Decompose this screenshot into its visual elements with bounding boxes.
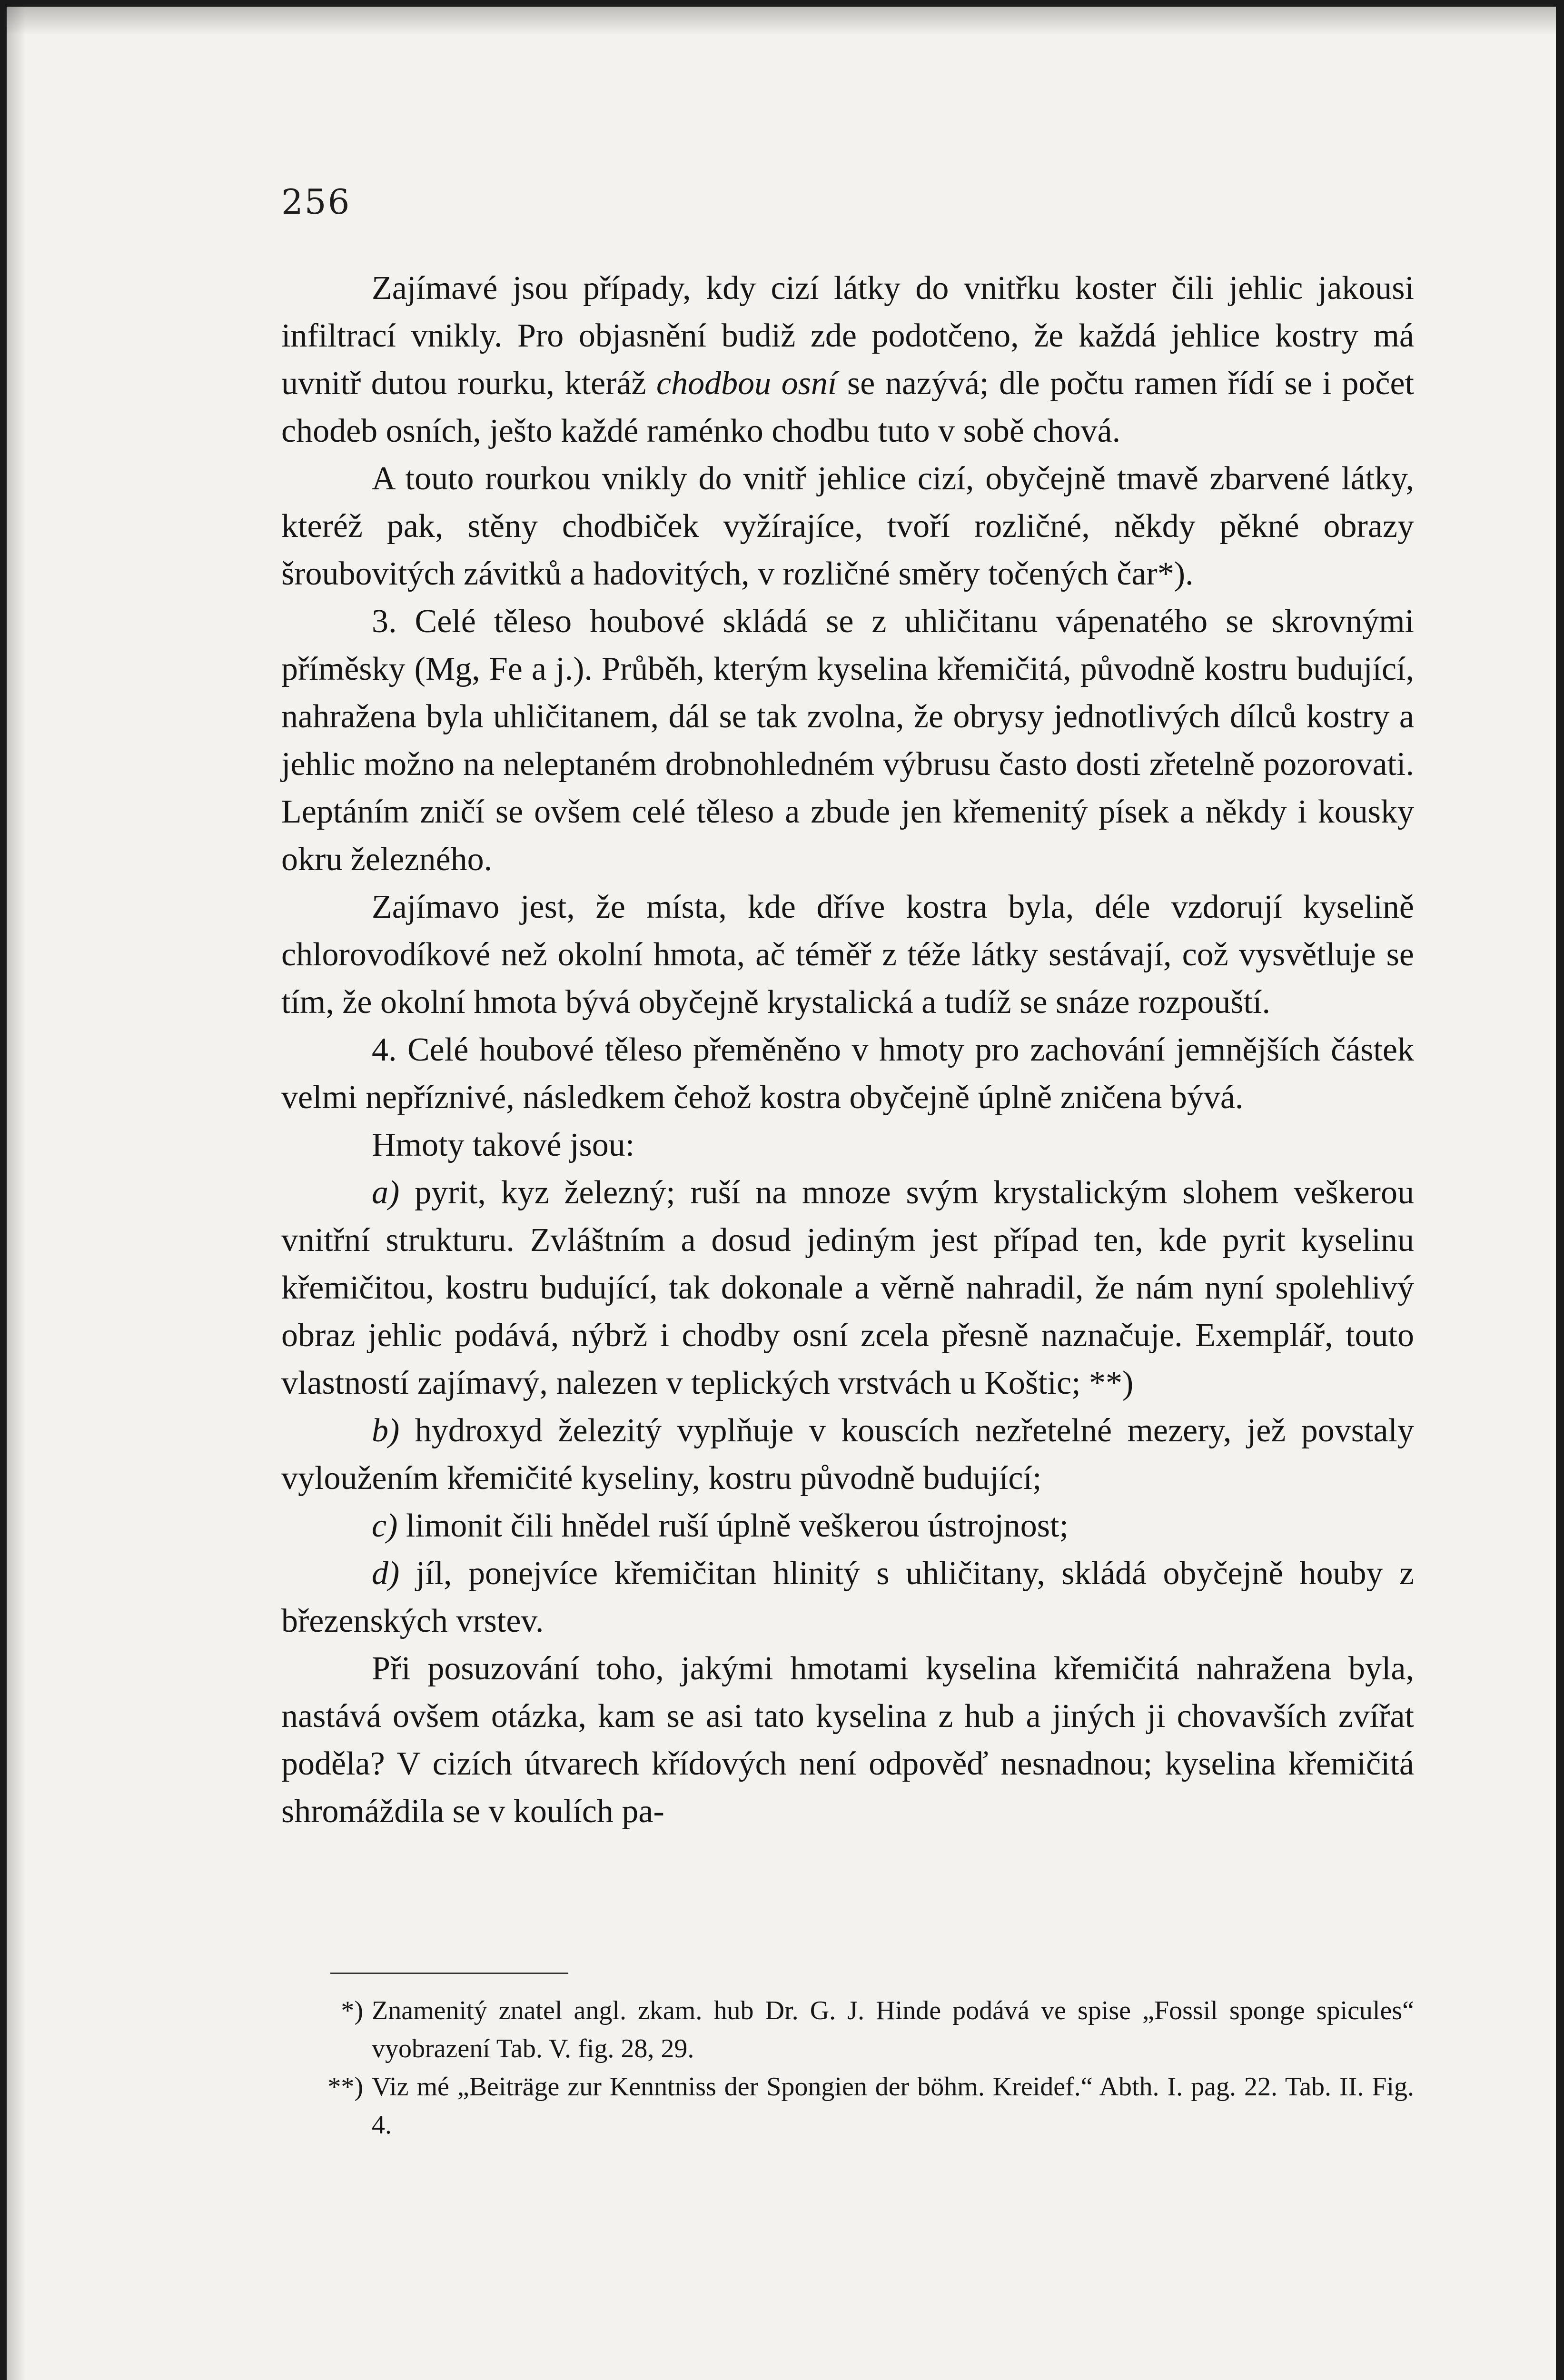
footnote-text: Viz mé „Beiträge zur Kenntniss der Spongien der böhm. Kreidef.“ Abth. I. pag. 22. Tab. II. Fig. 4. — [372, 2072, 1414, 2140]
list-item-b — [281, 1407, 1414, 1502]
paragraph-11: Při posuzování toho, jakými hmotami kyselina křemičitá nahražena byla, nastává ovšem otázka, kam se asi tato kyselina z hub a jiných ji chovavších zvířat poděla? V cizích útvarech křídových není odpověď nesnadnou; kyselina křemičitá shromáždila se v koulích pa- — [281, 1650, 1414, 1830]
italic-term: chodbou osní — [656, 365, 837, 402]
paragraph-3: 3. Celé těleso houbové skládá se z uhličitanu vápenatého se skrovnými příměsky (Mg, Fe a j.). Průběh, kterým kyselina křemičitá, původně kostru budující, nahražena byla uhličitanem, dál se tak zvolna, že obrysy jednotlivých dílců kostry a jehlic možno na neleptaném drobnohledném výbrusu často dosti zřetelně pozorovati. Leptáním zničí se ovšem celé těleso a zbude jen křemenitý písek a někdy i kousky okru železného. — [281, 603, 1414, 878]
page-edge-shadow-left — [7, 7, 26, 2380]
footnote-1 — [281, 1992, 1414, 2068]
list-item-c — [281, 1502, 1414, 1550]
list-item-text: limonit čili hnědel ruší úplně veškerou ústrojnost; — [397, 1507, 1069, 1544]
paragraph-4: Zajímavo jest, že místa, kde dříve kostra byla, déle vzdorují kyselině chlorovodíkové než okolní hmota, ač téměř z téže látky sestávají, což vysvětluje se tím, že okolní hmota bývá obyčejně krystalická a tudíž se snáze rozpouští. — [281, 889, 1414, 1021]
list-item-d — [281, 1550, 1414, 1645]
list-marker: c) — [372, 1507, 398, 1544]
list-item-text: jíl, ponejvíce křemičitan hlinitý s uhličitany, skládá obyčejně houby z březenských vrstev. — [281, 1555, 1414, 1639]
list-item-text: hydroxyd železitý vyplňuje v kouscích nezřetelné mezery, jež povstaly vyloužením křemičité kyseliny, kostru původně budující; — [281, 1412, 1414, 1497]
list-item-a — [281, 1169, 1414, 1407]
page-number: 256 — [281, 182, 351, 222]
text-segment: Zajímavé jsou případy, kdy cizí látky do vnitřku koster čili jehlic jakousi infiltrací vnikly. Pro objasnění budiž zde podotčeno, že každá jehlice kostry má uvnitř dutou rourku, kteráž — [281, 270, 1414, 402]
book-page — [7, 7, 1556, 2380]
page-edge-shadow-top — [7, 7, 1556, 35]
list-marker: a) — [372, 1174, 400, 1211]
list-marker: d) — [372, 1555, 400, 1592]
paragraph-6: Hmoty takové jsou: — [372, 1127, 635, 1163]
list-item-text: pyrit, kyz železný; ruší na mnoze svým krystalickým slohem veškerou vnitřní strukturu. Zvláštním a dosud jediným jest případ ten, kde pyrit kyselinu křemičitou, kostru budující, tak dokonale a věrně nahradil, že nám nyní spolehlivý obraz jehlic podává, nýbrž i chodby osní zcela přesně naznačuje. Exemplář, touto vlastností zajímavý, nalezen v teplických vrstvách u Koštic; **) — [281, 1174, 1414, 1401]
footnote-mark: *) — [341, 1996, 363, 2025]
body-text — [281, 265, 1414, 1835]
paragraph-1 — [281, 265, 1414, 455]
text-segment: se nazývá; dle počtu ramen řídí se i počet chodeb osních, ješto každé raménko chodbu tuto v sobě chová. — [281, 365, 1415, 449]
footnote-text: Znamenitý znatel angl. zkam. hub Dr. G. J. Hinde podává ve spise „Fossil sponge spicules“ vyobrazení Tab. V. fig. 28, 29. — [372, 1996, 1414, 2063]
footnote-mark: **) — [327, 2072, 363, 2102]
footnote-separator — [330, 1973, 568, 1974]
footnote-2 — [281, 2068, 1414, 2144]
paragraph-2: A touto rourkou vnikly do vnitř jehlice cizí, obyčejně tmavě zbarvené látky, kteréž pak, stěny chodbiček vyžírajíce, tvoří rozličné, někdy pěkné obrazy šroubovitých závitků a hadovitých, v rozličné směry točených čar*). — [281, 460, 1414, 592]
paragraph-5: 4. Celé houbové těleso přeměněno v hmoty pro zachování jemnějších částek velmi nepříznivé, následkem čehož kostra obyčejně úplně zničena bývá. — [281, 1031, 1414, 1116]
footnotes — [281, 1992, 1414, 2144]
list-marker: b) — [372, 1412, 400, 1449]
